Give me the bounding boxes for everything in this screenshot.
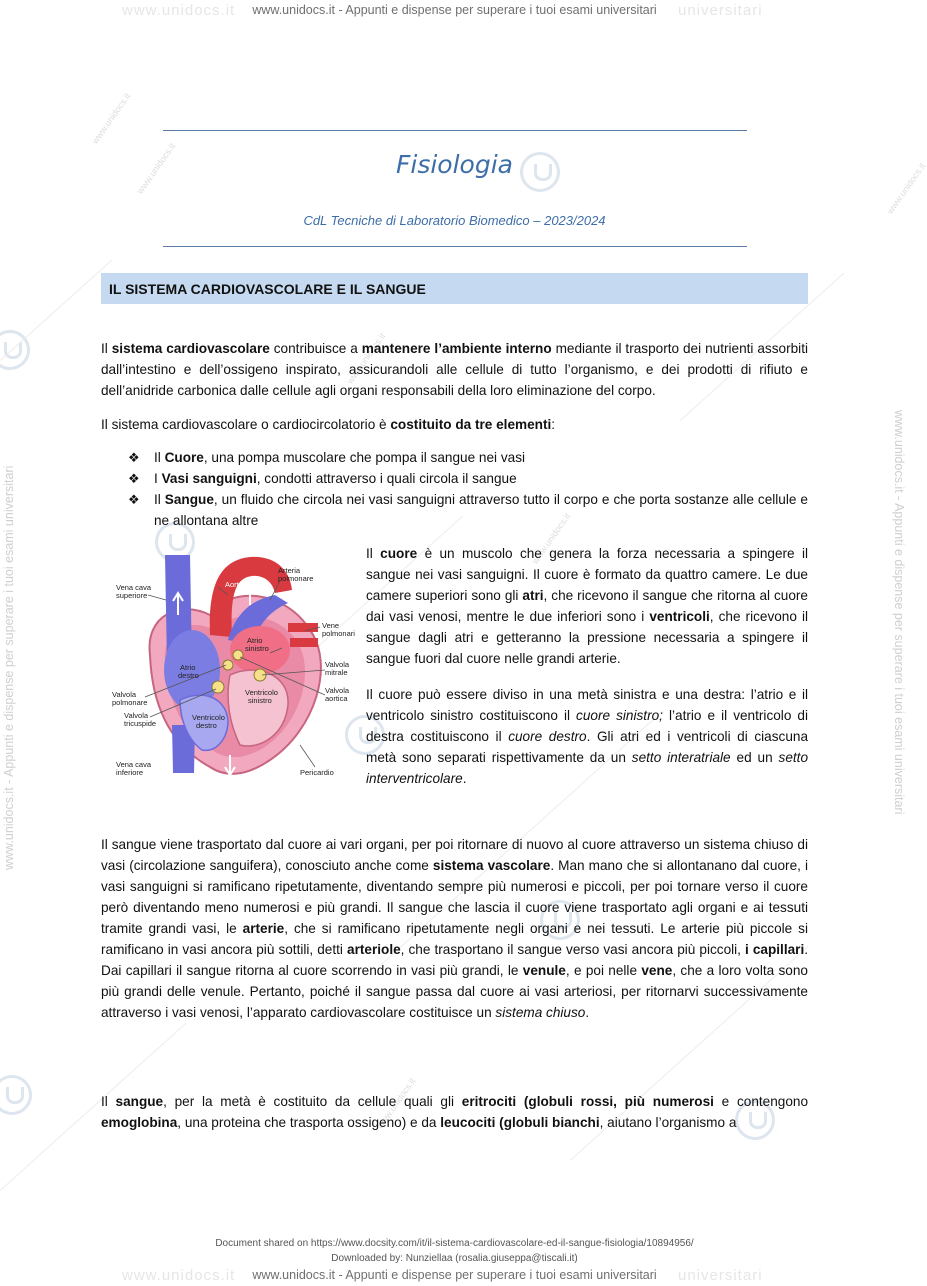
watermark-small: www.unidocs.it xyxy=(90,91,133,146)
watermark-banner-top: www.unidocs.it - Appunti e dispense per superare i tuoi esami universitari xyxy=(252,3,657,17)
label-ventricolo-destro: Ventricolo destro xyxy=(192,713,225,730)
header-rule-top xyxy=(163,130,747,131)
pulmonary-vein-shape xyxy=(288,623,318,632)
label-valvola-polmonare: Valvola polmonare xyxy=(112,690,148,707)
section-heading-bar xyxy=(101,273,808,304)
watermark-banner-bottom: www.unidocs.it - Appunti e dispense per superare i tuoi esami universitari xyxy=(252,1268,657,1282)
watermark-side-right: www.unidocs.it - Appunti e dispense per superare i tuoi esami universitari xyxy=(892,410,906,815)
watermark-small: www.unidocs.it xyxy=(135,141,178,196)
paragraph-circulation: Il sangue viene trasportato dal cuore ai vari organi, per poi ritornare di nuovo al cuore attraverso un sistema chiuso di vasi (circolazione sanguifera), conosciuto anche come sistema vascolare. Man mano che si allontanano dal cuore, i vasi sanguigni si ramificano ripetutamente, diventando sempre più numerosi e piccoli, per poi tornare verso il cuore però diventando meno numerosi e più grandi. Il sangue che lascia il cuore viene trasportato agli organi e ai tessuti tramite grandi vasi, le arterie, che si ramificano ripetutamente negli organi e nei tessuti. Le arterie più piccole si ramificano in vasi ancora più sottili, detti arteriole, che trasportano il sangue verso vasi ancora più piccoli, i capillari. Dai capillari il sangue ritorna al cuore scorrendo in vasi più grandi, le venule, e poi nelle vene, che a loro volta sono più grandi delle venule. Pertanto, poiché il sangue passa dal cuore ai vasi arteriosi, per ritornarvi successivamente attraverso i vasi venosi, l’apparato cardiovascolare costituisce un sistema chiuso. xyxy=(101,837,809,1020)
label-vene-polmonari: Vene polmonari xyxy=(322,621,355,638)
paragraph-blood: Il sangue, per la metà è costituito da cellule quali gli eritrociti (globuli rossi, più numerosi e contengono emoglobina, una proteina che trasporta ossigeno) e da leucociti (globuli bianchi, aiutano l’organismo a xyxy=(101,1094,809,1130)
watermark-small: www.unidocs.it xyxy=(345,331,388,386)
watermark-ghost-left-bottom: www.unidocs.it xyxy=(122,1267,236,1284)
pulmonary-valve-shape xyxy=(223,660,233,670)
label-vena-cava-inferiore: Vena cava inferiore xyxy=(116,760,152,777)
tricuspid-valve-shape xyxy=(212,681,224,693)
heart-diagram xyxy=(110,545,360,785)
page-subtitle: CdL Tecniche di Laboratorio Biomedico – 2023/2024 xyxy=(303,213,606,228)
watermark-ghost-left-top: www.unidocs.it xyxy=(122,2,236,19)
bullet-list xyxy=(101,447,808,531)
watermark-small: www.unidocs.it xyxy=(885,161,927,216)
watermark-logo-icon xyxy=(0,1075,32,1115)
diamond-bullet-icon: ❖ xyxy=(128,492,140,507)
pulmonary-vein-shape xyxy=(290,638,318,647)
aortic-valve-shape xyxy=(233,650,243,660)
diamond-bullet-icon: ❖ xyxy=(128,471,140,486)
section-heading: IL SISTEMA CARDIOVASCOLARE E IL SANGUE xyxy=(109,281,426,297)
watermark-ghost-right-top: universitari xyxy=(678,2,763,19)
label-pericardio: Pericardio xyxy=(300,768,334,777)
diamond-bullet-icon: ❖ xyxy=(128,450,140,465)
header-rule-bottom xyxy=(163,246,747,247)
footer-downloaded-by: Downloaded by: Nunziellaa (rosalia.giuseppa@tiscali.it) xyxy=(331,1253,578,1264)
label-valvola-mitrale: Valvola mitrale xyxy=(325,660,350,677)
watermark-ghost-right-bottom: universitari xyxy=(678,1267,763,1284)
page-title: Fisiologia xyxy=(396,150,513,179)
label-valvola-tricuspide: Valvola tricuspide xyxy=(124,711,157,728)
watermark-small: www.unidocs.it xyxy=(530,511,573,566)
label-atrio-sinistro: Atrio sinistro xyxy=(245,636,269,653)
label-atrio-destro: Atrio destro xyxy=(178,663,199,680)
paragraph-elements: Il sistema cardiovascolare o cardiocircolatorio è costituito da tre elementi: xyxy=(101,417,556,432)
watermark-small: www.unidocs.it xyxy=(375,1076,418,1131)
list-item: ❖ Il Cuore, una pompa muscolare che pompa il sangue nei vasi xyxy=(101,447,808,468)
paragraph-heart-halves: Il cuore può essere diviso in una metà sinistra e una destra: l’atrio e il ventricolo sinistro costituiscono il cuore sinistro; l’atrio e il ventricolo di destra costituiscono il cuore destro. Gli atri ed i ventricoli di ciascuna metà sono separati rispettivamente da un setto interatriale ed un setto interventricolare. xyxy=(366,687,809,786)
footer-shared-link[interactable]: Document shared on https://www.docsity.com/it/il-sistema-cardiovascolare-ed-il-sangue-fisiologia/10894956/ xyxy=(215,1238,694,1249)
watermark-line xyxy=(0,260,112,361)
paragraph-intro: Il sistema cardiovascolare contribuisce a mantenere l’ambiente interno mediante il trasporto dei nutrienti assorbiti dall’intestino e dell’ossigeno inspirato, assicurandoli alle cellule di tutto l’organismo, e dei prodotti di rifiuto e dell’anidride carbonica dalle cellule agli organi responsabili della loro eliminazione del corpo. xyxy=(101,341,808,398)
list-item: ❖ Il Sangue, un fluido che circola nei vasi sanguigni attraverso tutto il corpo e che porta sostanze alle cellule e ne allontana altre xyxy=(101,489,808,531)
label-ventricolo-sinistro: Ventricolo sinistro xyxy=(245,688,278,705)
label-arteria-polmonare: Arteria polmonare xyxy=(278,566,314,583)
watermark-side-left: www.unidocs.it - Appunti e dispense per superare i tuoi esami universitari xyxy=(2,465,16,870)
label-valvola-aortica: Valvola aortica xyxy=(325,686,350,703)
label-vena-cava-superiore: Vena cava superiore xyxy=(116,583,152,600)
paragraph-heart: Il cuore è un muscolo che genera la forza necessaria a spingere il sangue nei vasi sanguigni. Il cuore è formato da quattro camere. Le due camere superiori sono gli atri, che ricevono il sangue che ritorna al cuore dai vasi venosi, mentre le due inferiori sono i ventricoli, che ricevono il sangue dagli atri e getteranno la pressione necessaria a spingere il sangue fuori dal cuore nelle grandi arterie. xyxy=(366,546,809,666)
label-aorta: Aorta xyxy=(225,580,243,589)
list-item: ❖ I Vasi sanguigni, condotti attraverso i quali circola il sangue xyxy=(101,468,808,489)
